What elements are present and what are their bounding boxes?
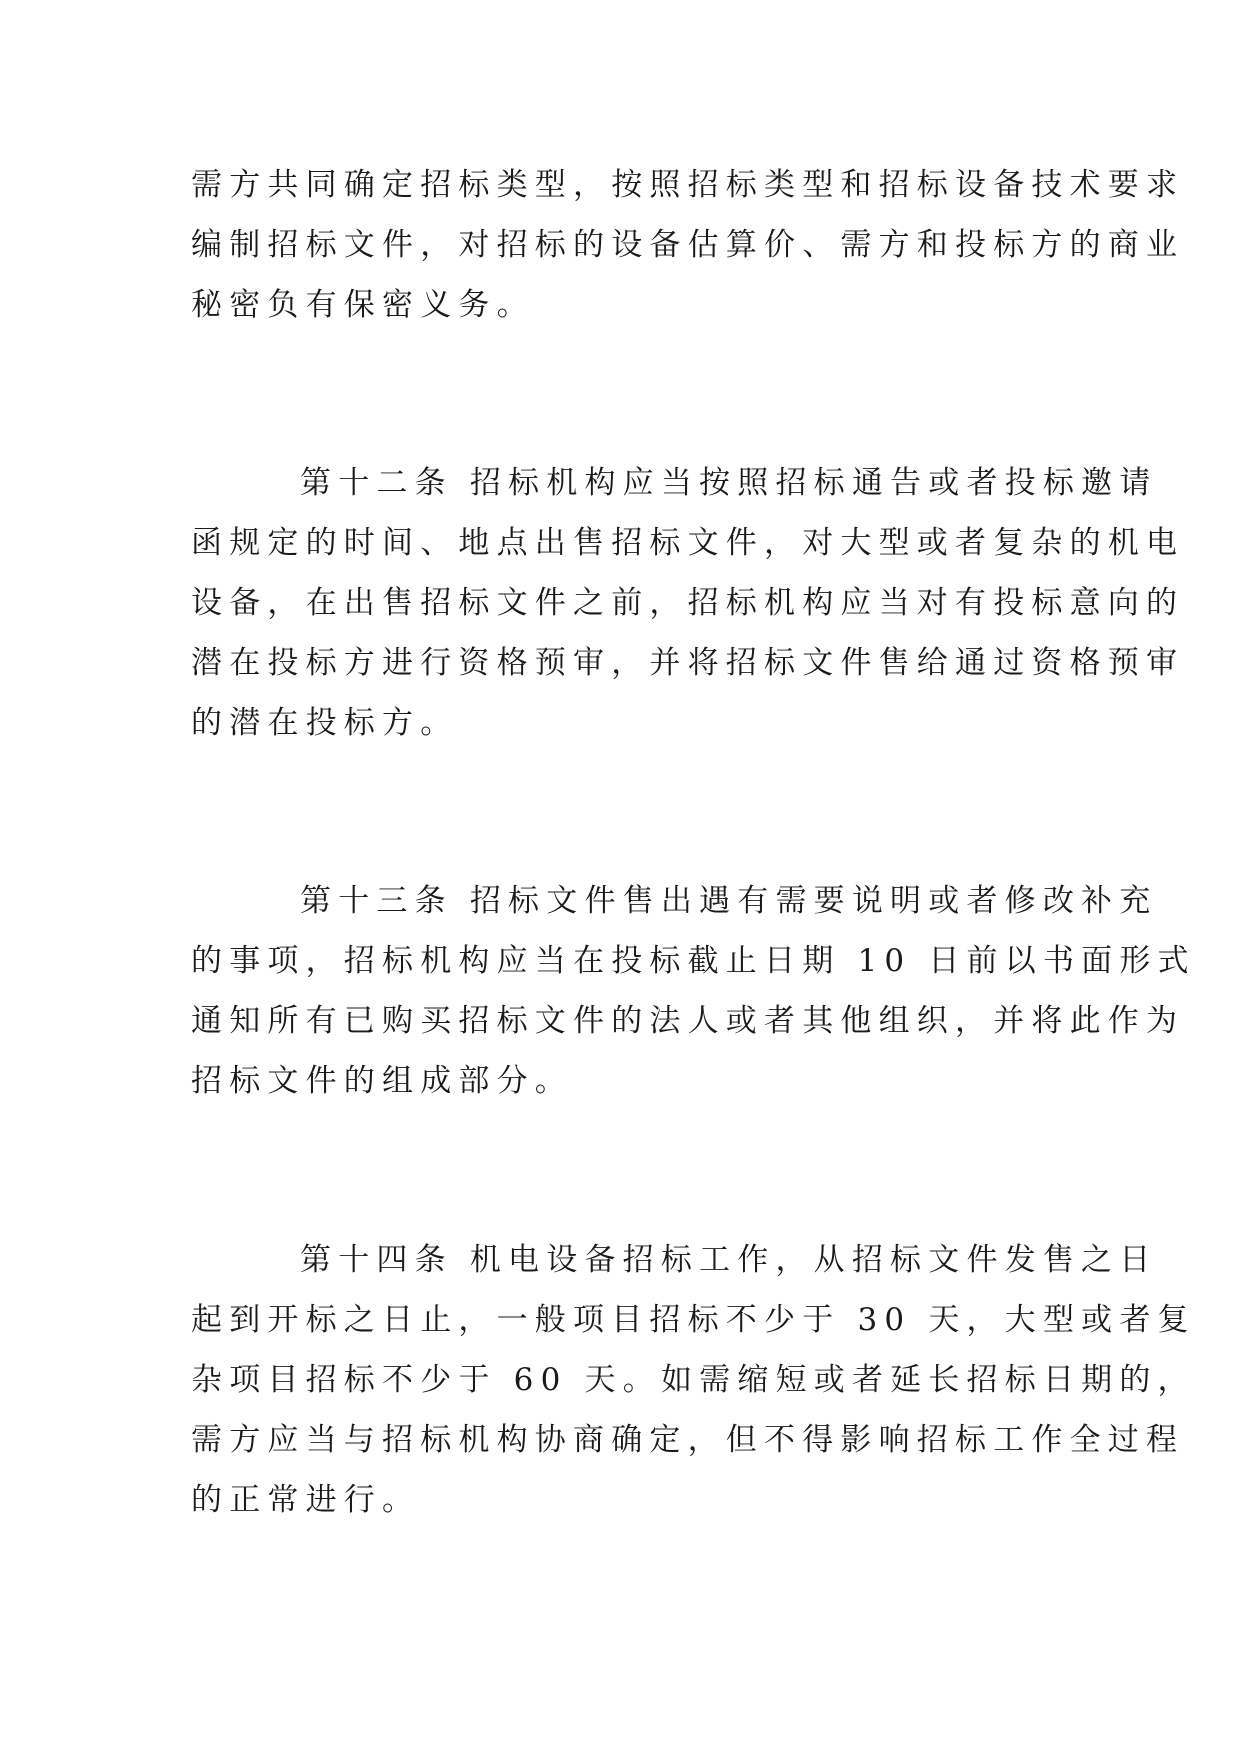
text-line: 起到开标之日止，一般项目招标不少于 30 天，大型或者复 [191,1302,1196,1338]
text-line: 需方应当与招标机构协商确定，但不得影响招标工作全过程 [191,1422,1185,1458]
article-12-heading-line: 第十二条 招标机构应当按照招标通告或者投标邀请 [300,465,1158,501]
text-line: 杂项目招标不少于 60 天。如需缩短或者延长招标日期的， [191,1362,1196,1398]
text-line: 的潜在投标方。 [191,705,459,741]
text-line: 通知所有已购买招标文件的法人或者其他组织，并将此作为 [191,1003,1185,1039]
text-line: 设备，在出售招标文件之前，招标机构应当对有投标意向的 [191,585,1185,621]
text-line: 函规定的时间、地点出售招标文件，对大型或者复杂的机电 [191,525,1185,561]
text-line: 的正常进行。 [191,1482,421,1518]
text-line: 潜在投标方进行资格预审，并将招标文件售给通过资格预审 [191,645,1185,681]
text-line: 需方共同确定招标类型，按照招标类型和招标设备技术要求 [191,167,1185,203]
text-line: 秘密负有保密义务。 [191,287,535,323]
text-line: 招标文件的组成部分。 [191,1063,573,1099]
article-13-heading-line: 第十三条 招标文件售出遇有需要说明或者修改补充 [300,883,1158,919]
text-line: 编制招标文件，对招标的设备估算价、需方和投标方的商业 [191,227,1185,263]
text-line: 的事项，招标机构应当在投标截止日期 10 日前以书面形式 [191,943,1196,979]
article-14-heading-line: 第十四条 机电设备招标工作，从招标文件发售之日 [300,1242,1158,1278]
